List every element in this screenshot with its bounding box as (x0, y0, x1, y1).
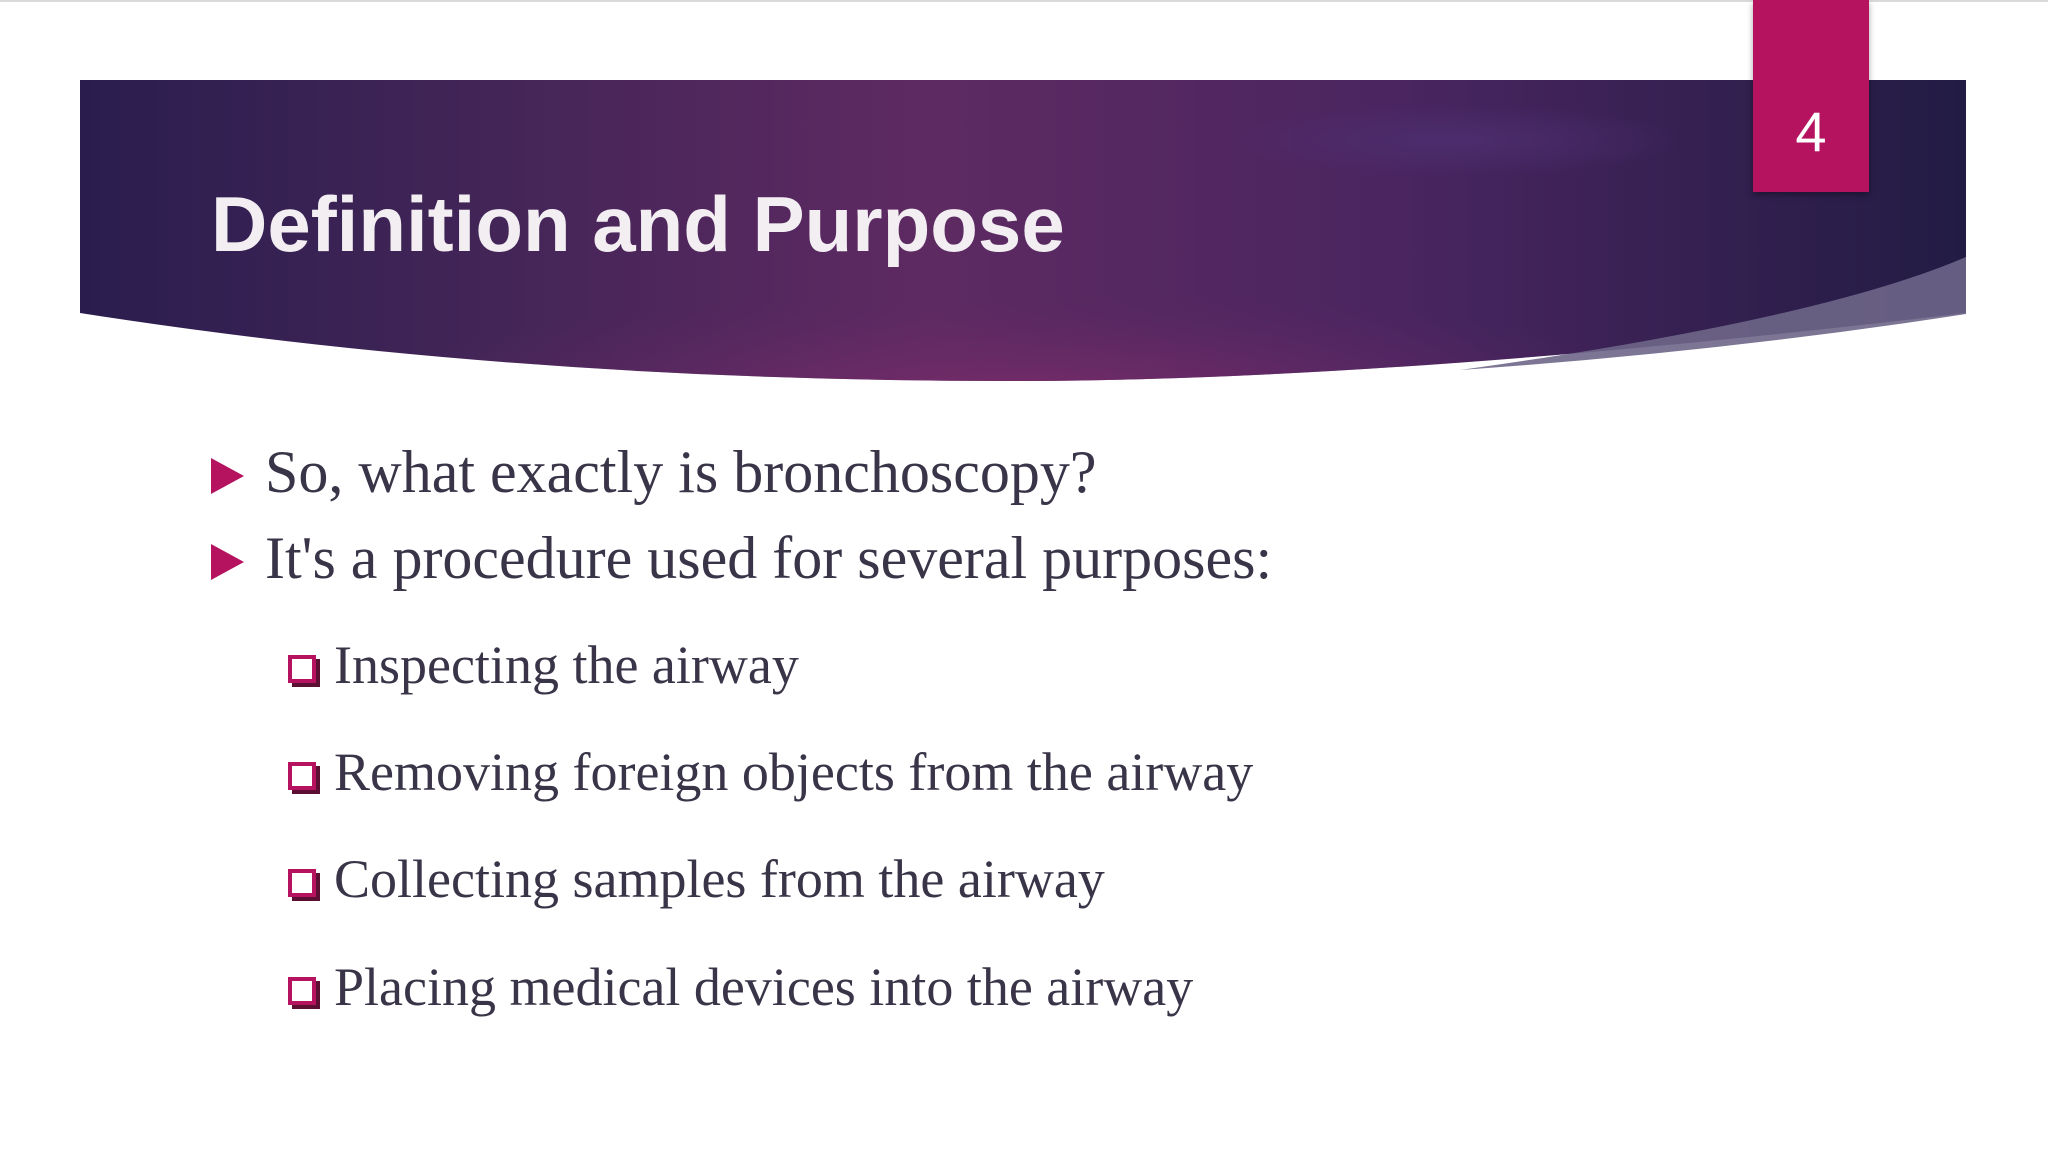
sub-bullet-text: Placing medical devices into the airway (334, 957, 1194, 1017)
checkbox-bullet-icon (288, 762, 316, 790)
triangle-bullet-icon (211, 458, 244, 494)
sub-bullet-text: Collecting samples from the airway (334, 849, 1105, 909)
bullet-text: It's a procedure used for several purposes: (265, 525, 1273, 591)
checkbox-bullet-icon (288, 977, 316, 1005)
triangle-bullet-icon (211, 544, 244, 580)
page-number-badge (1753, 0, 1869, 192)
checkbox-bullet-icon (288, 869, 316, 897)
sub-bullet-item (288, 955, 1193, 1019)
bullet-text: So, what exactly is bronchoscopy? (265, 439, 1097, 505)
bullet-item (211, 436, 1096, 508)
checkbox-bullet-icon (288, 655, 316, 683)
sub-bullet-text: Removing foreign objects from the airway (334, 742, 1254, 802)
sub-bullet-item (288, 847, 1105, 911)
sub-bullet-item (288, 740, 1253, 804)
slide-title: Definition and Purpose (211, 180, 1065, 268)
sub-bullet-item (288, 633, 799, 697)
bullet-item (211, 522, 1272, 594)
sub-bullet-text: Inspecting the airway (334, 635, 799, 695)
page-number: 4 (1795, 100, 1827, 163)
